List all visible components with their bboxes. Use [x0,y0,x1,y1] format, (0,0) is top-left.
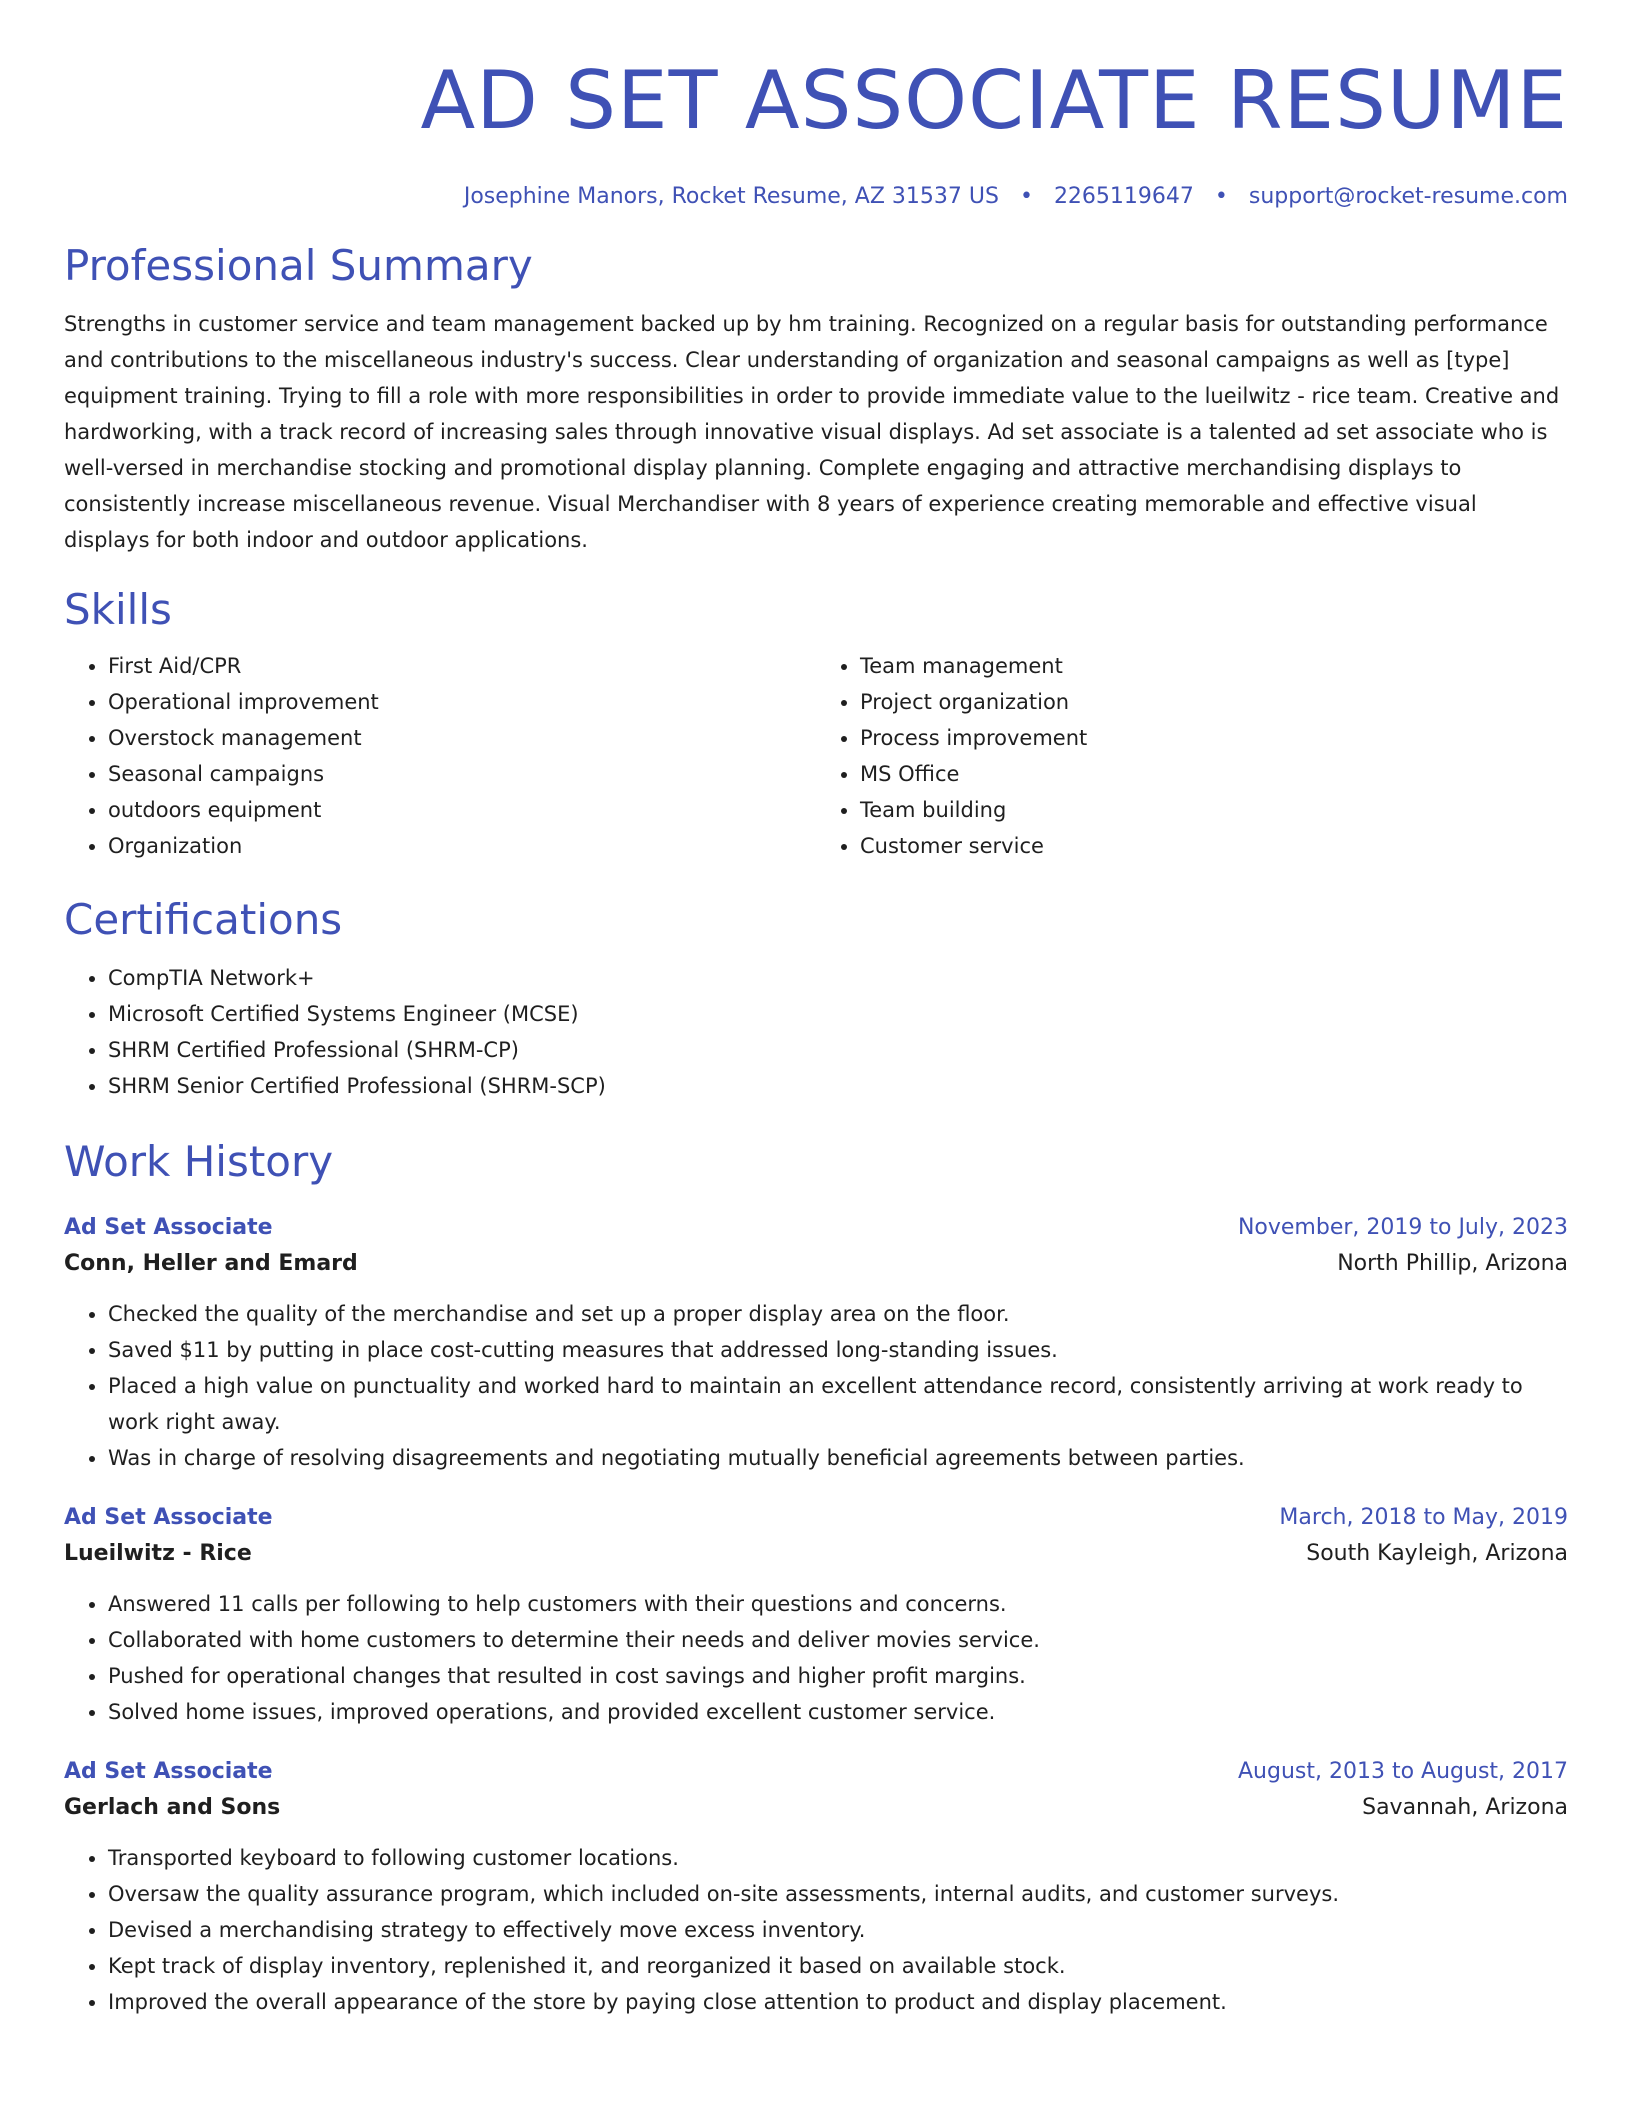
job-role: Ad Set Associate [64,1505,273,1530]
job-bullets [64,1586,1568,1730]
skill-item: • Operational improvement [108,684,816,720]
job-bullet: • Pushed for operational changes that resulted in cost savings and higher profit margins. [108,1658,1568,1694]
job-company: Conn, Heller and Emard [64,1251,358,1276]
certification-item: • SHRM Senior Certified Professional (SHRM-SCP) [108,1068,1568,1104]
job-dates: March, 2018 to May, 2019 [1279,1505,1568,1530]
job-entry [64,1500,1568,1730]
skill-item: • First Aid/CPR [108,648,816,684]
resume-header [64,0,1568,212]
job-dates: August, 2013 to August, 2017 [1238,1759,1568,1784]
contact-address: Josephine Manors, Rocket Resume, AZ 31537 US [463,184,999,209]
skill-item: • Project organization [860,684,1568,720]
skill-item: • Overstock management [108,720,816,756]
job-bullet: • Collaborated with home customers to determine their needs and deliver movies service. [108,1622,1568,1658]
job-company: Gerlach and Sons [64,1795,281,1820]
skills-heading: Skills [64,585,172,634]
job-bullet: • Was in charge of resolving disagreements and negotiating mutually beneficial agreements between parties. [108,1440,1568,1476]
job-bullet: • Oversaw the quality assurance program, which included on-site assessments, internal audits, and customer surveys. [108,1876,1568,1912]
job-bullet: • Checked the quality of the merchandise and set up a proper display area on the floor. [108,1296,1568,1332]
skill-item: • outdoors equipment [108,792,816,828]
certifications-heading: Certifications [64,895,343,944]
summary-text: Strengths in customer service and team management backed up by hm training. Recognized on a regular basis for outstanding performance and contributions to the miscellaneous industry's success. Clear understanding of organization and seasonal campaigns as well as [type] equipment training. Trying to fill a role with more responsibilities in order to provide immediate value to the lueilwitz - rice team. Creative and hardworking, with a track record of increasing sales through innovative visual displays. Ad set associate is a talented ad set associate who is well-versed in merchandise stocking and promotional display planning. Complete engaging and attractive merchandising displays to consistently increase miscellaneous revenue. Visual Merchandiser with 8 years of experience creating memorable and effective visual displays for both indoor and outdoor applications. [64,312,1560,552]
job-company-row [64,1790,1568,1826]
job-role: Ad Set Associate [64,1215,273,1240]
job-location: North Phillip, Arizona [1337,1251,1568,1276]
summary-heading: Professional Summary [64,241,533,290]
certifications-list [64,960,1568,1104]
job-header-row [64,1500,1568,1536]
job-bullet: • Solved home issues, improved operations, and provided excellent customer service. [108,1694,1568,1730]
job-company: Lueilwitz - Rice [64,1541,252,1566]
job-company-row [64,1536,1568,1572]
contact-separator: • [1214,184,1228,209]
job-bullets [64,1840,1568,2020]
job-bullet: • Saved $11 by putting in place cost-cutting measures that addressed long-standing issues. [108,1332,1568,1368]
job-location: Savannah, Arizona [1362,1795,1568,1820]
certification-item: • SHRM Certified Professional (SHRM-CP) [108,1032,1568,1068]
job-entry [64,1754,1568,2020]
resume-title: AD SET ASSOCIATE RESUME [420,54,1568,147]
skill-item: • Organization [108,828,816,864]
skills-list-left [64,648,816,864]
job-header-row [64,1754,1568,1790]
certification-item: • CompTIA Network+ [108,960,1568,996]
job-bullet: • Kept track of display inventory, replenished it, and reorganized it based on available stock. [108,1948,1568,1984]
skill-item: • MS Office [860,756,1568,792]
job-bullet: • Answered 11 calls per following to help customers with their questions and concerns. [108,1586,1568,1622]
work-history-heading: Work History [64,1137,334,1186]
job-bullet: • Transported keyboard to following customer locations. [108,1840,1568,1876]
job-bullet: • Devised a merchandising strategy to effectively move excess inventory. [108,1912,1568,1948]
certification-item: • Microsoft Certified Systems Engineer (MCSE) [108,996,1568,1032]
job-bullets [64,1296,1568,1476]
job-location: South Kayleigh, Arizona [1306,1541,1568,1566]
skill-item: • Customer service [860,828,1568,864]
skill-item: • Seasonal campaigns [108,756,816,792]
skill-item: • Team building [860,792,1568,828]
job-company-row [64,1246,1568,1282]
skills-grid [64,648,1568,864]
job-entry [64,1210,1568,1476]
job-bullet: • Improved the overall appearance of the store by paying close attention to product and display placement. [108,1984,1568,2020]
job-bullet: • Placed a high value on punctuality and worked hard to maintain an excellent attendance record, consistently arriving at work ready to work right away. [108,1368,1568,1440]
job-dates: November, 2019 to July, 2023 [1237,1215,1568,1240]
job-header-row [64,1210,1568,1246]
skill-item: • Process improvement [860,720,1568,756]
contact-separator: • [1019,184,1033,209]
skill-item: • Team management [860,648,1568,684]
skills-list-right [816,648,1568,864]
contact-email: support@rocket-resume.com [1248,184,1568,209]
contact-line [64,182,1568,212]
contact-phone: 2265119647 [1053,184,1194,209]
job-role: Ad Set Associate [64,1759,273,1784]
